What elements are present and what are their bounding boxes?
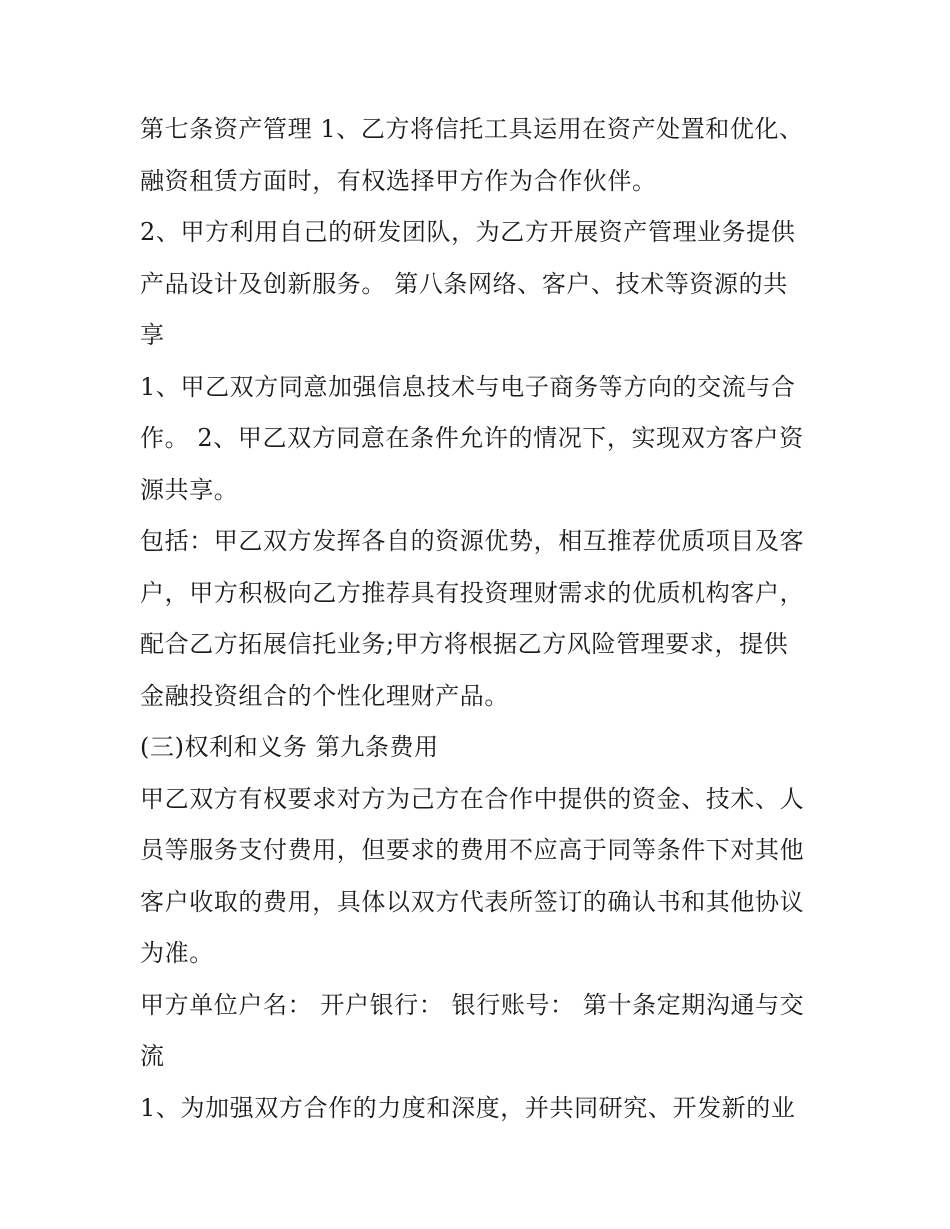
text-line: 员等服务支付费用，但要求的费用不应高于同等条件下对其他 bbox=[140, 836, 805, 864]
text-line: 配合乙方拓展信托业务;甲方将根据乙方风险管理要求，提供 bbox=[140, 630, 789, 658]
text-line: 1、为加强双方合作的力度和深度，并共同研究、开发新的业 bbox=[140, 1093, 796, 1122]
text-line: 第七条资产管理 1、乙方将信托工具运用在资产处置和优化、 bbox=[140, 115, 804, 143]
document-body bbox=[140, 104, 830, 1134]
text-line: 甲乙双方有权要求对方为己方在合作中提供的资金、技术、人 bbox=[140, 784, 805, 813]
text-line: 流 bbox=[140, 1042, 165, 1070]
text-line: 2、甲方利用自己的研发团队，为乙方开展资产管理业务提供 bbox=[140, 218, 796, 246]
text-line: 为准。 bbox=[140, 939, 214, 967]
text-line: 作。 2、甲乙双方同意在条件允许的情况下，实现双方客户资 bbox=[140, 424, 804, 452]
section-heading: (三)权利和义务 第九条费用 bbox=[140, 733, 439, 761]
text-line: 金融投资组合的个性化理财产品。 bbox=[140, 681, 509, 710]
text-line: 产品设计及创新服务。 第八条网络、客户、技术等资源的共 bbox=[140, 269, 788, 298]
text-line: 客户收取的费用，具体以双方代表所签订的确认书和其他协议 bbox=[140, 887, 805, 916]
text-line: 户，甲方积极向乙方推荐具有投资理财需求的优质机构客户， bbox=[140, 578, 805, 607]
text-line: 甲方单位户名： 开户银行： 银行账号： 第十条定期沟通与交 bbox=[140, 990, 805, 1019]
text-line: 包括：甲乙双方发挥各自的资源优势，相互推荐优质项目及客 bbox=[140, 527, 805, 555]
text-line: 融资租赁方面时，有权选择甲方作为合作伙伴。 bbox=[140, 166, 657, 195]
text-line: 1、甲乙双方同意加强信息技术与电子商务等方向的交流与合 bbox=[140, 372, 796, 401]
text-line: 享 bbox=[140, 321, 165, 349]
text-line: 源共享。 bbox=[140, 475, 239, 504]
